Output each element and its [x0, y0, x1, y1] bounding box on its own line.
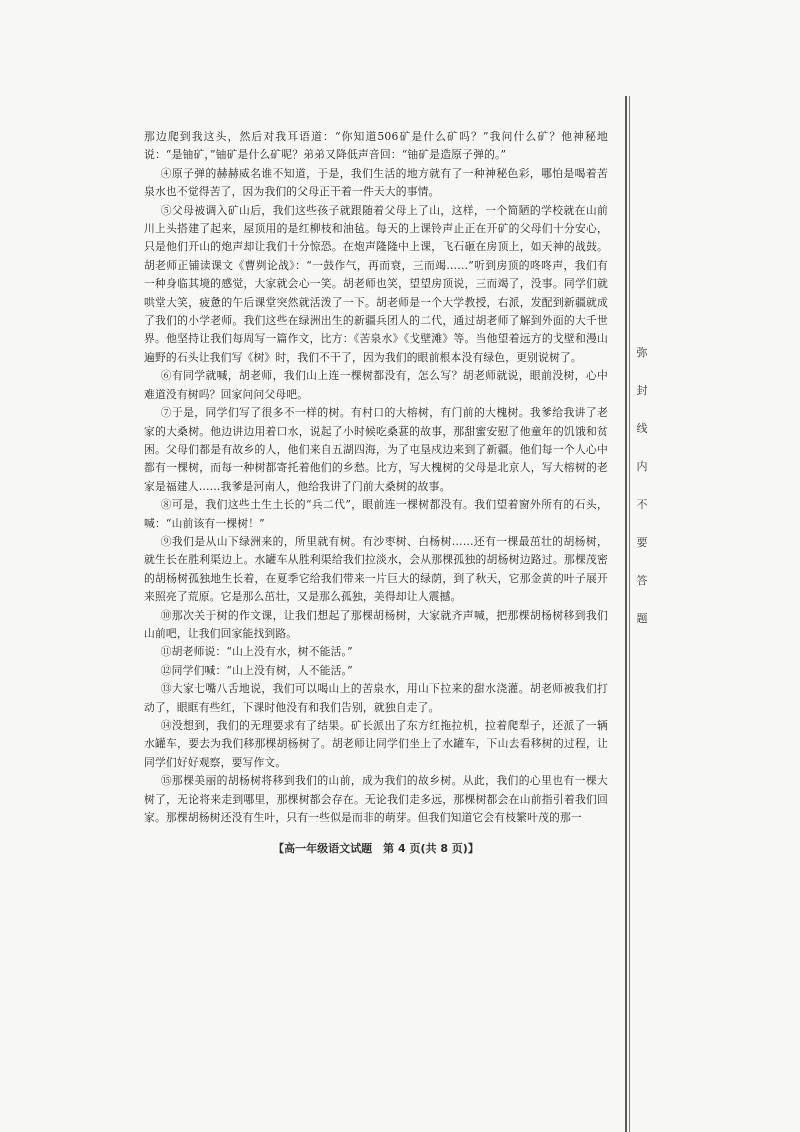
seal-char: 不: [636, 498, 648, 511]
seal-char: 内: [636, 460, 648, 473]
paragraph-3-continued: 那边爬到我这头，然后对我耳语道：“你知道506矿是什么矿吗？”我问什么矿？他神秘地说：“是铀矿，”铀矿是什么矿呢？弟弟又降低声音回：“铀矿是造原子弹的。”: [144, 130, 608, 162]
paragraph-9: ⑨我们是从山下绿洲来的，所里就有树。有沙枣树、白杨树……还有一棵最茁壮的胡杨树，就生长在胜利渠边上。水罐车从胜利渠给我们拉淡水，会从那棵孤独的胡杨树边路过。那棵茂密的胡杨树孤独地生长着，在夏季它给我们带来一片巨大的绿荫，到了秋天，它那金黄的叶子展开来照亮了荒原。它是那么茁壮，又是那么孤独，美得却让人震撼。: [144, 534, 608, 604]
seal-line-notice: [631, 346, 653, 650]
paragraph-14: ⑭没想到，我们的无理要求有了结果。矿长派出了东方红拖拉机，拉着爬犁子，还派了一辆水罐车，要去为我们移那棵胡杨树了。胡老师让同学们坐上了水罐车，下山去看移树的过程，让同学们好好观察，要写作文。: [144, 719, 608, 769]
paragraph-11: ⑪胡老师说：“山上没有水，树不能活。”: [160, 645, 353, 659]
paragraph-6: ⑥有同学就喊，胡老师，我们山上连一棵树都没有，怎么写？胡老师就说，眼前没树，心中难道没有树吗？回家问问父母吧。: [144, 369, 608, 401]
paragraph-7: ⑦于是，同学们写了很多不一样的树。有村口的大榕树，有门前的大槐树。我爹给我讲了老家的大桑树。他边讲边用着口水，说起了小时候吃桑葚的故事，那甜蜜安慰了他童年的饥饿和贫困。父母们都是有故乡的人，他们来自五湖四海，为了屯垦戍边来到了新疆。他们每一个人心中都有一棵树，而每一种树都寄托着他们的乡愁。比方，写大槐树的父母是北京人，写大榕树的老家是福建人……我爹是河南人，他给我讲了门前大桑树的故事。: [144, 406, 608, 493]
paragraph-13: ⑬大家七嘴八舌地说，我们可以喝山上的苦泉水，用山下拉来的甜水浇灌。胡老师被我们打动了，眼眶有些红，下课时他没有和我们告别，就独自走了。: [144, 682, 608, 714]
seal-char: 答: [636, 574, 648, 587]
paragraph-5: ⑤父母被调入矿山后，我们这些孩子就跟随着父母上了山，这样，一个简陋的学校就在山前川上头搭建了起来，屋顶用的是红柳枝和油毡。每天的上课铃声止正在开矿的父母们十分安心，只是他们开山的炮声却让我们十分惊恐。在炮声隆隆中上课，飞石砸在房顶上，如天神的战鼓。胡老师正铺读课文《曹刿论战》：“一鼓作气，再而衰，三而竭……”听到房顶的咚咚声，我们有一种身临其境的感觉，大家就会心一笑。胡老师也笑，望望房顶说，三而竭了，没事。同学们就哄堂大笑，疲惫的午后课堂突然就活泼了一下。胡老师是一个大学教授，右派，发配到新疆就成了我们的小学老师。我们这些在绿洲出生的新疆兵团人的二代，通过胡老师了解到外面的大千世界。他坚持让我们每周写一篇作文，比方：《苦泉水》《戈壁滩》等。当他望着远方的戈壁和漫山遍野的石头让我们写《树》时，我们不干了，因为我们的眼前根本没有绿色，更别说树了。: [144, 203, 608, 364]
seal-char: 线: [636, 422, 648, 435]
reading-passage: [144, 128, 608, 827]
paragraph-8: ⑧可是，我们这些土生土长的“兵二代”，眼前连一棵树都没有。我们望着窗外所有的石头，喊：“山前该有一棵树！”: [144, 498, 608, 530]
paragraph-15: ⑮那棵美丽的胡杨树将移到我们的山前，成为我们的故乡树。从此，我们的心里也有一棵大树了，无论将来走到哪里，那棵树都会存在。无论我们走多远，那棵树都会在山前指引着我们回家。那棵胡杨树还没有生叶，只有一些似是而非的萌芽。但我们知道它会有枝繁叶茂的那一: [144, 774, 608, 825]
page-footer: 【高一年级语文试题 第 4 页(共 8 页)】: [273, 842, 479, 855]
seal-char: 题: [636, 612, 648, 625]
paragraph-10: ⑩那次关于树的作文课，让我们想起了那棵胡杨树，大家就齐声喊，把那棵胡杨树移到我们山前吧，让我们回家能找到路。: [144, 608, 608, 640]
seal-char: 弥: [636, 346, 648, 359]
seal-char: 要: [636, 536, 648, 549]
binding-line-inner: [629, 96, 630, 1132]
binding-line-outer: [625, 96, 627, 1132]
paragraph-12: ⑫同学们喊：“山上没有树，人不能活。”: [160, 663, 353, 677]
seal-char: 封: [636, 384, 648, 397]
paragraph-4: ④原子弹的赫赫威名谁不知道，于是，我们生活的地方就有了一种神秘色彩，哪怕是喝着苦泉水也不觉得苦了，因为我们的父母正干着一件天大的事情。: [144, 166, 608, 199]
